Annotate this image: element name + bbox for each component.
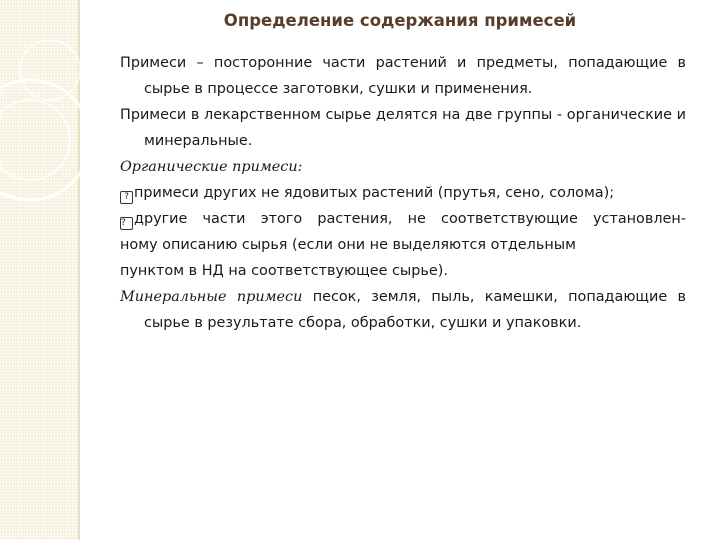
slide-body	[120, 50, 686, 336]
bullet-box-icon: ?	[120, 191, 133, 204]
organic-heading: Органические примеси:	[120, 159, 303, 175]
strip-divider	[78, 0, 80, 540]
mineral-label: Минеральные примеси	[120, 289, 303, 305]
mineral-continuation: попадающие в сырье в результате сбора, обработки, сушки и упаковки.	[144, 289, 687, 331]
mineral-text: песок, земля, пыль, камешки,	[312, 289, 558, 305]
organic-bullet-1	[120, 180, 686, 206]
definition-paragraph: Примеси – посторонние части растений и предметы, попадающие в сырье в процессе заготовки, сушки и применения.	[120, 55, 686, 97]
mineral-paragraph	[120, 284, 686, 336]
bullet-box-icon: ?	[120, 217, 133, 230]
bullet-2-continuation-1: ному описанию сырья (если они не выделяются отдельным	[120, 237, 576, 253]
decorative-side-strip	[0, 0, 78, 540]
bullet-2-continuation-2: пунктом в НД на соответствующее сырье).	[120, 263, 448, 279]
slide-title: Определение содержания примесей	[223, 11, 577, 30]
groups-paragraph: Примеси в лекарственном сырье делятся на две группы - органические и минеральные.	[120, 107, 686, 149]
bullet-2-text: другие части этого растения, не соответствующие установлен-	[134, 211, 686, 227]
organic-bullet-2	[120, 206, 686, 232]
bullet-1-text: примеси других не ядовитых растений (прутья, сено, солома);	[134, 185, 615, 201]
